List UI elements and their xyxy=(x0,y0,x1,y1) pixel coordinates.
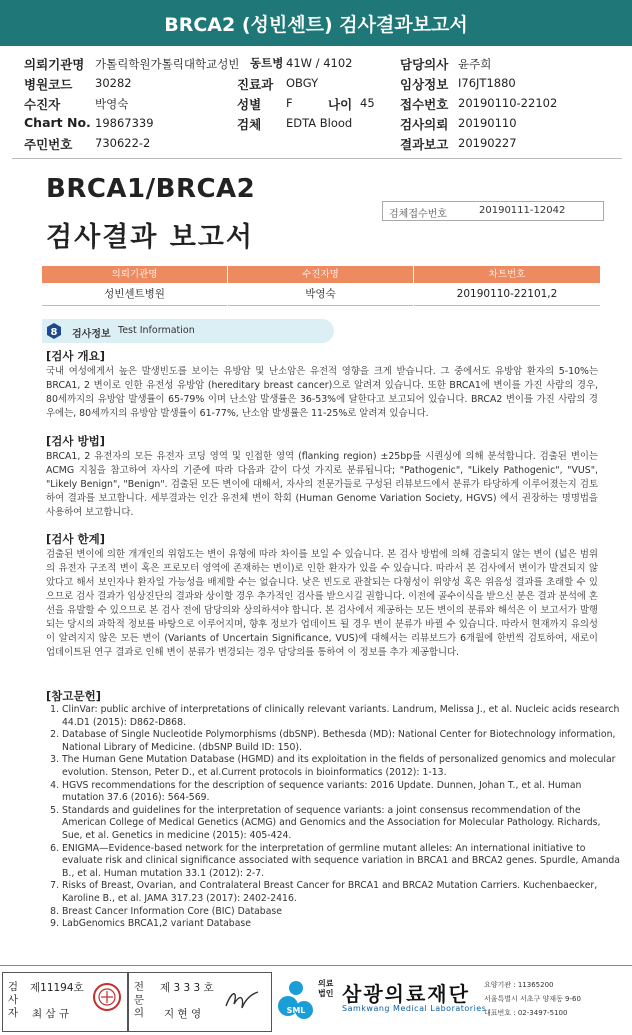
header-key: 검사의뢰 xyxy=(400,117,449,132)
header-value: 45 xyxy=(360,96,375,110)
accession-box xyxy=(382,201,604,221)
header-value: EDTA Blood xyxy=(286,116,353,130)
header-value: 박영숙 xyxy=(95,97,129,111)
physician-signature-icon xyxy=(222,986,262,1014)
technologist-license: 제11194호 xyxy=(30,982,84,994)
references-heading: [참고문헌] xyxy=(46,689,101,703)
org-name: 삼광의료재단 xyxy=(342,982,470,1006)
header-row xyxy=(0,75,632,94)
header-key: 동트병 xyxy=(250,56,284,70)
reference-item: 3. The Human Gene Mutation Database (HGMD) and its exploitation in the fields of personalized genomics and molecular evolution. Stenson, Peter D., et al.Current protocols in bioinformatics (2012): 1-13. xyxy=(62,754,622,779)
header-key: 진료과 xyxy=(237,77,274,92)
header-value: F xyxy=(286,96,293,110)
table-header: 의뢰기관명 xyxy=(42,266,227,283)
report-body xyxy=(12,168,622,930)
section-heading: [검사 한계] xyxy=(46,532,105,546)
section-body: 검출된 변이에 의한 개개인의 위험도는 변이 유형에 따라 차이를 보일 수 있습니다. 본 검사 방법에 의해 검출되지 않는 변이 (넓은 범위의 유전자 구조적 변이 혹은 프로모터 영역에 존재하는 변이)로 인한 환자가 있을 수 있습니다. 따라서 본 검사에서 변이가 발견되지 않았다고 해서 보인자나 환자일 가능성을 배제할 수는 없습니다. 낮은 빈도로 관찰되는 다형성이 위양성 혹은 위음성 결과를 초래할 수 있으므로 검사 결과가 임상진단의 결과와 상이할 경우 추가적인 검사를 받으시길 권합니다. 이전에 골수이식을 받으신 분은 결과 분석에 혼선을 유발할 수 있으므로 본 검사 전에 담당의와 상의하셔야 합니다. 본 검사에서 제공하는 모든 변이의 분류와 해석은 이 보고서가 발행되는 당시의 과학적 정보를 바탕으로 이루어지며, 향후 정보가 업데이트 될 경우 변이 분류가 바뀔 수 있습니다. 따라서 현재까지 유의성이 알려지지 않은 모든 변이 (Variants of Uncertain Significance, VUS)에 대해서는 리뷰보드가 6개월에 한번씩 검토하여, 새로이 업데이트된 연구 결과로 인해 변이 분류가 변경되는 경우 담당의를 통하여 이 정보를 추가 제공합니다. xyxy=(46,549,598,658)
technologist-seal-icon xyxy=(92,982,122,1012)
reference-item: 2. Database of Single Nucleotide Polymorphisms (dbSNP). Bethesda (MD): National Center for Biotechnology information, National Library of Medicine. (dbSNP Build ID: 150). xyxy=(62,729,622,754)
section-heading: [검사 방법] xyxy=(46,434,105,448)
reference-item: 5. Standards and guidelines for the interpretation of sequence variants: a joint consensus recommendation of the American College of Medical Genetics (ACMG) and Genomics and the Association for Molecular Pathology. Richards, Sue, et al. Genetics in medicine (2015): 405-424. xyxy=(62,805,622,843)
test-info-bar xyxy=(42,319,334,343)
header-value: 20190110 xyxy=(458,116,517,130)
header-key: 주민번호 xyxy=(24,137,73,152)
signature-footer xyxy=(0,965,632,1035)
physician-name: 지 현 영 xyxy=(164,1008,202,1020)
header-key: 접수번호 xyxy=(400,97,449,112)
divider xyxy=(12,158,622,159)
header-key: 검체 xyxy=(237,117,262,132)
header-value: 730622-2 xyxy=(95,136,151,150)
section-body: BRCA1, 2 유전자의 모든 유전자 코딩 영역 및 인접한 영역 (flanking region) ±25bp를 시퀀싱에 의해 분석합니다. 검출된 변이는 ACMG 지침을 참고하여 자사의 기준에 따라 다음과 같이 다섯 가지로 분류됩니다; "Pathogenic", "Likely Pathogenic", "VUS", "Likely Benign", "Benign". 검출된 모든 변이에 대해서, 자사의 전문가들로 구성된 리뷰보드에서 분류가 타당하게 이루어졌는지 검토하여 결과를 보고합니다. 세부결과는 인간 유전체 변이 학회 (Human Genome Variation Society, HGVS) 에서 권장하는 명명법을 사용하여 보고합니다. xyxy=(46,451,598,518)
header-key: 성별 xyxy=(237,97,262,112)
physician-license: 제 3 3 3 호 xyxy=(160,982,214,994)
header-key: 임상정보 xyxy=(400,77,449,92)
svg-text:8: 8 xyxy=(50,327,58,338)
physician-vlabel: 전문의 xyxy=(133,981,145,1019)
references-list xyxy=(46,704,622,931)
header-value: I76JT1880 xyxy=(458,76,516,90)
header-key: 나이 xyxy=(328,97,353,112)
reference-item: 8. Breast Cancer Information Core (BIC) Database xyxy=(62,906,622,919)
report-heading-en: BRCA1/BRCA2 xyxy=(46,174,256,204)
header-key: 의뢰기관명 xyxy=(24,57,85,72)
report-title-bar xyxy=(0,0,632,49)
org-info-line: 서울특별시 서초구 양재동 9-60 xyxy=(484,995,581,1003)
accession-label: 검체접수번호 xyxy=(389,209,447,220)
header-key: Chart No. xyxy=(24,115,91,130)
header-key: 병원코드 xyxy=(24,77,73,92)
table-cell: 성빈센트병원 xyxy=(42,283,227,306)
header-row xyxy=(0,95,632,114)
table-header: 차트번호 xyxy=(414,266,600,283)
reference-item: 6. ENIGMA—Evidence-based network for the interpretation of germline mutant alleles: An international initiative to evaluate risk and clinical significance associated with sequence variation in BRCA1 and BRCA2 genes. Spurdle, Amanda B., et al. Human mutation 33.1 (2012): 2-7. xyxy=(62,843,622,881)
org-english-name: Samkwang Medical Laboratories xyxy=(342,1004,487,1013)
technologist-name: 최 삼 규 xyxy=(32,1008,70,1020)
header-value: 20190227 xyxy=(458,136,517,150)
org-info-line: 대표번호 : 02-3497-5100 xyxy=(484,1009,568,1017)
reference-item: 7. Risks of Breast, Ovarian, and Contralateral Breast Cancer for BRCA1 and BRCA2 Mutation Carriers. Kuchenbaecker, Karoline B., et al. JAMA 317.23 (2017): 2402-2416. xyxy=(62,880,622,905)
org-logo-icon xyxy=(276,976,316,1026)
header-row xyxy=(0,135,632,154)
table-header: 수진자명 xyxy=(228,266,413,283)
org-info xyxy=(484,978,581,1020)
header-row xyxy=(0,115,632,134)
header-key: 수진자 xyxy=(24,97,61,112)
header-value: 20190110-22102 xyxy=(458,96,558,110)
report-title: BRCA2 (성빈센트) 검사결과보고서 xyxy=(164,14,468,36)
header-value: 41W / 4102 xyxy=(286,56,353,70)
org-logo-text: SML xyxy=(286,1006,306,1015)
header-row xyxy=(0,55,632,74)
reference-item: 9. LabGenomics BRCA1,2 variant Database xyxy=(62,918,622,931)
header-key: 담당의사 xyxy=(400,57,449,72)
table-cell: 20190110-22101,2 xyxy=(414,283,600,306)
header-value: 윤주희 xyxy=(458,57,492,71)
reference-item: 4. HGVS recommendations for the description of sequence variants: 2016 Update. Dunnen, Johan T., et al. Human mutation 37.6 (2016): 564-569. xyxy=(62,780,622,805)
info-badge-icon xyxy=(46,322,62,340)
reference-item: 1. ClinVar: public archive of interpretations of clinically relevant variants. Landrum, Melissa J., et al. Nucleic acids research 44.D1 (2015): D862-D868. xyxy=(62,704,622,729)
table-cell: 박영숙 xyxy=(228,283,413,306)
test-info-sub: Test Information xyxy=(118,325,195,336)
test-info-label: 검사정보 xyxy=(72,329,111,340)
header-value: 30282 xyxy=(95,76,132,90)
section-heading: [검사 개요] xyxy=(46,349,105,363)
patient-header xyxy=(0,55,632,155)
header-value: OBGY xyxy=(286,76,319,90)
header-value: 19867339 xyxy=(95,116,154,130)
report-heading-ko: 검사결과 보고서 xyxy=(46,222,254,253)
section-body: 국내 여성에게서 높은 발생빈도를 보이는 유방암 및 난소암은 유전적 영향을 크게 받습니다. 그 중에서도 유방암 환자의 5-10%는 BRCA1, 2 변이로 인한 유전성 유방암 (hereditary breast cancer)으로 알려져 있습니다. 또한 BRCA1에 변이를 가진 사람의 경우, 80세까지의 유방암 발생률이 65-79% 이며 난소암 발생률은 36-53%에 달한다고 보고되어 있습니다. BRCA2 변이를 가진 사람의 경우에는, 80세까지의 유방암 발생률이 61-77%, 난소암 발생률은 11-25%로 알려져 있습니다. xyxy=(46,366,598,419)
header-key: 결과보고 xyxy=(400,137,449,152)
header-value: 가톨릭학원가톨릭대학교성빈 xyxy=(95,57,240,71)
org-type-label: 의료법인 xyxy=(318,979,334,998)
accession-value: 20190111-12042 xyxy=(479,205,566,216)
org-info-line: 요양기관 : 11365200 xyxy=(484,981,554,989)
technologist-vlabel: 검사자 xyxy=(7,981,19,1019)
